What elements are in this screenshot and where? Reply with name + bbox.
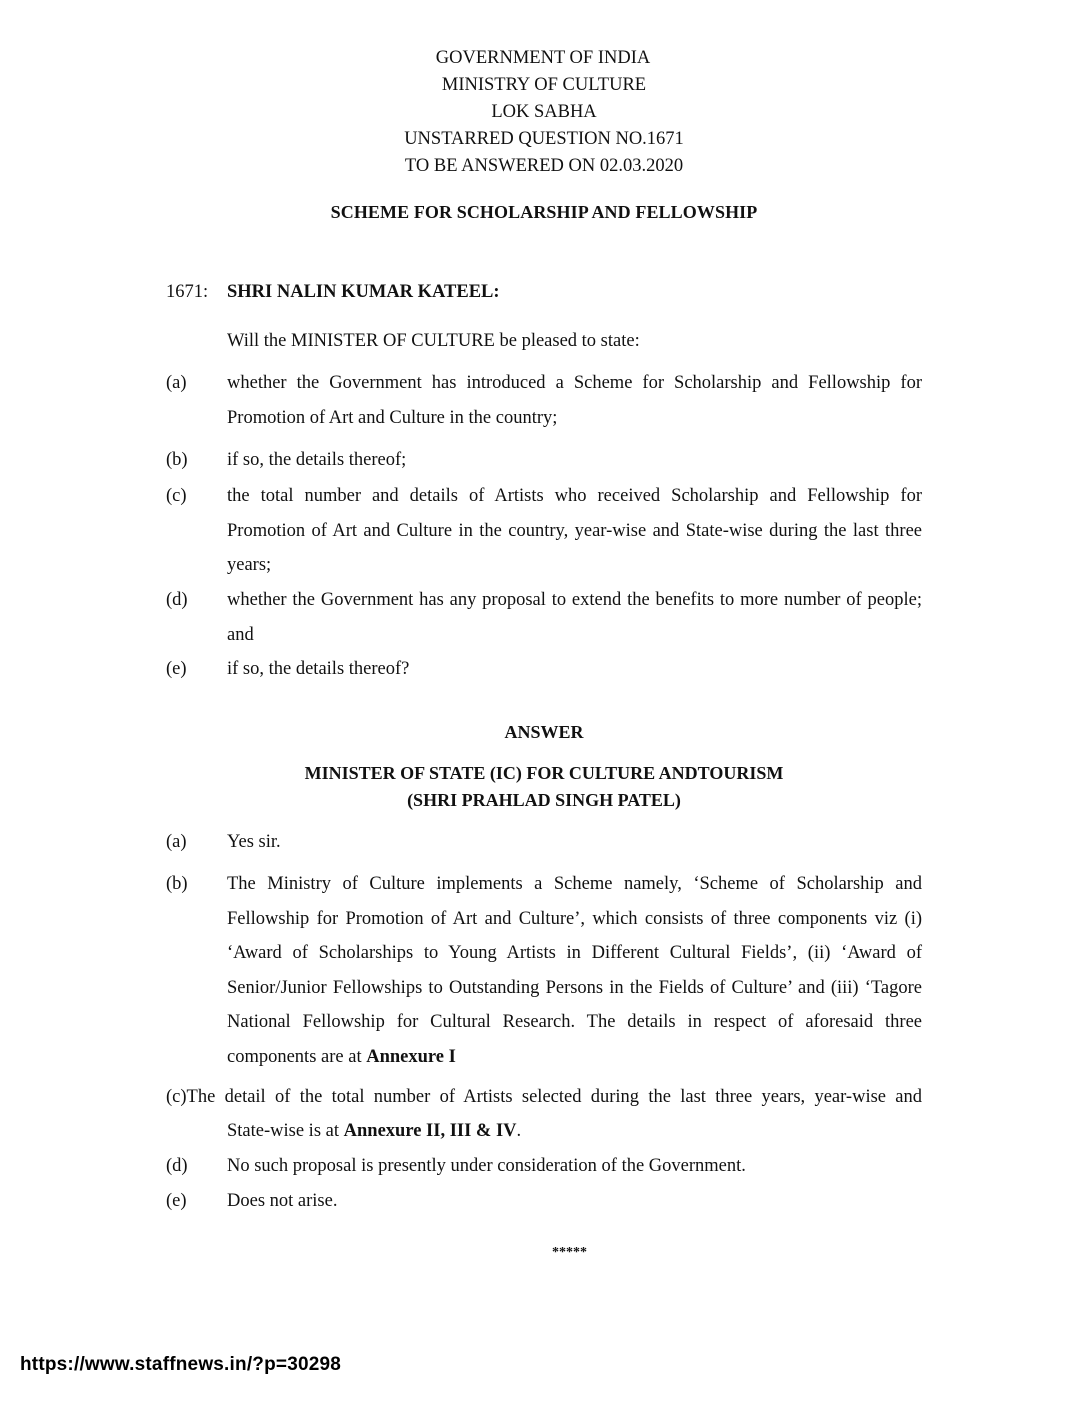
end-mark: ***** xyxy=(552,1245,587,1260)
question-item-text: whether the Government has introduced a Scheme for Scholarship and Fellowship for Promotion of Art and Culture in the country; xyxy=(227,373,922,428)
answer-item-text: State-wise is at xyxy=(227,1121,344,1141)
answer-item-text: Does not arise. xyxy=(227,1191,338,1211)
sentence-end: . xyxy=(516,1121,522,1141)
answer-item-text: Yes sir. xyxy=(227,832,281,852)
answer-item-text: The detail of the total number of Artists selected during the last three years, year-wise and xyxy=(186,1087,922,1107)
header-ministry: MINISTRY OF CULTURE xyxy=(441,75,647,95)
answer-item-c-cont xyxy=(227,1120,521,1142)
question-item-text: if so, the details thereof; xyxy=(227,450,407,470)
answer-item-label: (b) xyxy=(166,874,188,894)
question-item-label: (e) xyxy=(166,659,187,679)
header-government: GOVERNMENT OF INDIA xyxy=(435,48,651,68)
source-url: https://www.staffnews.in/?p=30298 xyxy=(20,1354,342,1375)
annexure-reference: Annexure I xyxy=(366,1046,456,1067)
minister-title: MINISTER OF STATE (IC) FOR CULTURE ANDTOURISM xyxy=(304,763,784,783)
header-house: LOK SABHA xyxy=(491,102,597,122)
question-item-text: if so, the details thereof? xyxy=(227,659,410,679)
answer-item-label: (e) xyxy=(166,1191,187,1211)
question-item-text: whether the Government has any proposal to extend the benefits to more number of people; and xyxy=(227,590,922,645)
document-title: SCHEME FOR SCHOLARSHIP AND FELLOWSHIP xyxy=(330,202,758,222)
question-item-text: the total number and details of Artists who received Scholarship and Fellowship for Promotion of Art and Culture in the country, year-wise and State-wise during the last three years; xyxy=(227,486,922,575)
question-item-label: (b) xyxy=(166,450,188,470)
member-name: SHRI NALIN KUMAR KATEEL: xyxy=(227,282,500,302)
answer-item-text: The Ministry of Culture implements a Scheme namely, ‘Scheme of Scholarship and Fellowship for Promotion of Art and Culture’, which consists of three components viz (i) ‘Award of Scholarships to Young Artists in Different Cultural Fields’, (ii) ‘Award of Senior/Junior Fellowships to Outstanding Persons in the Fields of Culture’ and (iii) ‘Tagore National Fellowship for Cultural Research. The details in respect of aforesaid three components are at xyxy=(227,874,922,1067)
annexure-reference: Annexure II, III & IV xyxy=(343,1121,517,1141)
answer-item-label: (c) xyxy=(166,1087,187,1107)
document-header xyxy=(0,45,1088,180)
answer-item-c-first-line xyxy=(166,1086,922,1108)
minister-name: (SHRI PRAHLAD SINGH PATEL) xyxy=(407,790,681,810)
question-item-label: (a) xyxy=(166,373,187,393)
question-intro: Will the MINISTER OF CULTURE be pleased to state: xyxy=(227,331,640,351)
answer-item-label: (d) xyxy=(166,1156,188,1176)
question-number: 1671: xyxy=(166,282,209,302)
answer-item-b xyxy=(227,867,922,1074)
question-item-label: (c) xyxy=(166,486,187,506)
header-answer-date: TO BE ANSWERED ON 02.03.2020 xyxy=(404,156,684,176)
answer-heading: ANSWER xyxy=(504,722,584,742)
question-item-label: (d) xyxy=(166,590,188,610)
header-question-number: UNSTARRED QUESTION NO.1671 xyxy=(404,129,684,149)
answer-item-text: No such proposal is presently under consideration of the Government. xyxy=(227,1156,746,1176)
answer-item-label: (a) xyxy=(166,832,187,852)
